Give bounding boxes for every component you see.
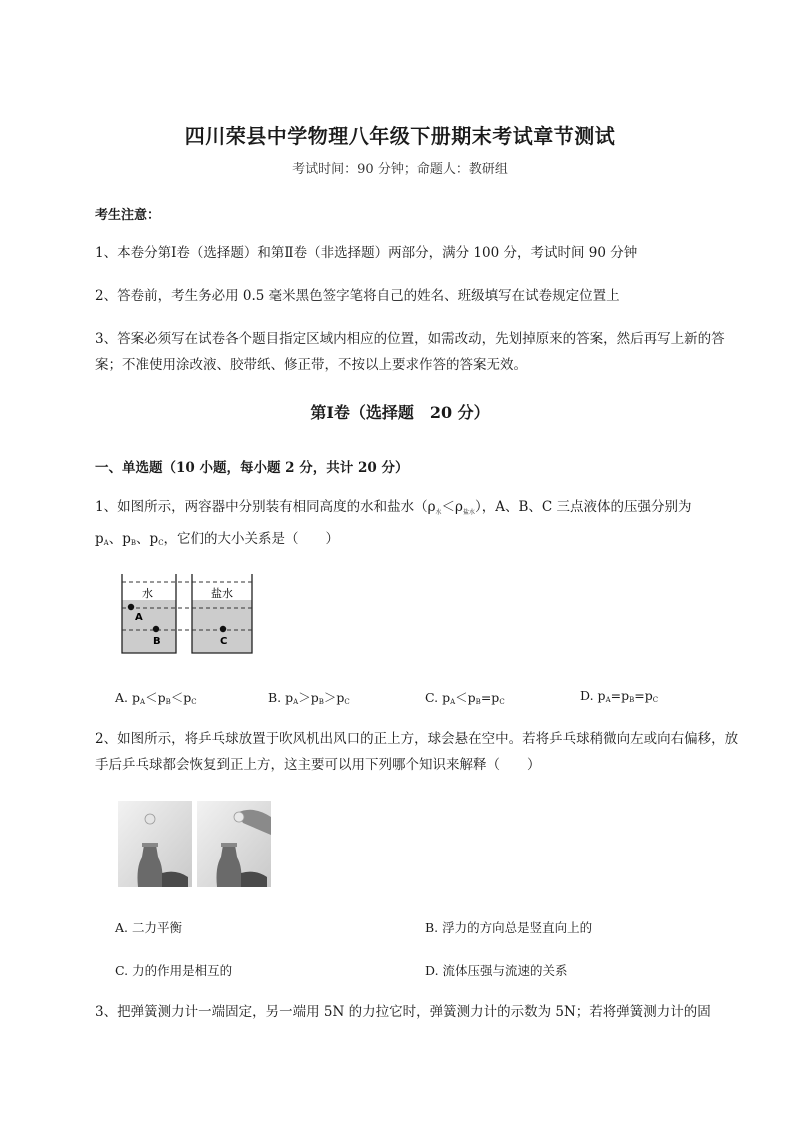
q1-option-a[interactable]: A. $p_A<p_B<p_C$: [115, 690, 197, 706]
exam-info: 考试时间：90 分钟；命题人：教研组: [292, 162, 508, 177]
notice-item: 1、本卷分第Ⅰ卷（选择题）和第Ⅱ卷（非选择题）两部分，满分 100 分，考试时间 90 分钟: [95, 245, 638, 261]
hair-dryer-photo-2: [197, 801, 271, 887]
q2-option-c[interactable]: C. 力的作用是相互的: [115, 963, 233, 978]
point-c-label: C: [220, 636, 228, 647]
question-1-text: 1、如图所示，两容器中分别装有相同高度的水和盐水$(\rho_水<\rho_{盐水})$，A、B、C 三点液体的压强分别为 $p_A$、$p_B$、$p_C$，它们的大小关系是（ ）: [95, 499, 692, 547]
q1-option-d[interactable]: D. $p_A=p_B=p_C$: [580, 688, 659, 704]
water-label: 水: [142, 587, 153, 600]
notice-heading: 考生注意：: [95, 208, 161, 223]
point-b-label: B: [153, 636, 161, 647]
ping-pong-ball: [145, 814, 155, 824]
notice-item: 2、答卷前，考生务必用 0.5 毫米黑色签字笔将自己的姓名、班级填写在试卷规定位置上: [95, 288, 620, 304]
container-figure: [118, 568, 258, 658]
q2-option-b[interactable]: B. 浮力的方向总是竖直向上的: [425, 920, 593, 935]
point-a-dot: [128, 604, 134, 610]
notice-item: 3、答案必须写在试卷各个题目指定区域内相应的位置，如需改动，先划掉原来的答案，然后再写上新的答案；不准使用涂改液、胶带纸、修正带，不按以上要求作答的答案无效。: [95, 331, 725, 373]
ping-pong-ball: [234, 812, 244, 822]
question-2-text: 2、如图所示，将乒乓球放置于吹风机出风口的正上方，球会悬在空中。若将乒乓球稍微向左或向右偏移，放手后乒乓球都会恢复到正上方，这主要可以用下列哪个知识来解释（ ）: [95, 731, 739, 773]
point-b-dot: [153, 626, 159, 632]
q1-option-b[interactable]: B. $p_A>p_B>p_C$: [268, 690, 350, 706]
section-heading: 第Ⅰ卷（选择题 20 分）: [310, 403, 490, 422]
hair-dryer-photo-1: [118, 801, 192, 887]
point-c-dot: [220, 626, 226, 632]
brine-label: 盐水: [211, 587, 233, 600]
point-a-label: A: [135, 612, 143, 623]
q2-option-d[interactable]: D. 流体压强与流速的关系: [425, 963, 568, 978]
q2-option-a[interactable]: A. 二力平衡: [115, 920, 182, 935]
part-heading: 一、单选题（10 小题，每小题 2 分，共计 20 分）: [95, 460, 409, 476]
question-3-text: 3、把弹簧测力计一端固定，另一端用 5N 的力拉它时，弹簧测力计的示数为 5N；若将弹簧测力计的固: [95, 1004, 711, 1020]
page-title: 四川荣县中学物理八年级下册期末考试章节测试: [184, 124, 616, 148]
q1-option-c[interactable]: C. $p_A<p_B=p_C$: [425, 690, 505, 706]
